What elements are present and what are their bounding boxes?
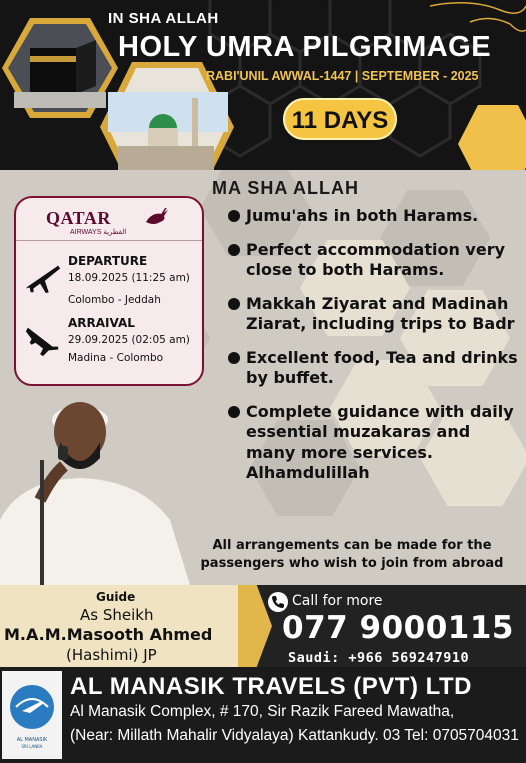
list-item: Perfect accommodation very close to both Harams.	[226, 240, 522, 281]
highlights-list	[226, 206, 522, 497]
page-title: HOLY UMRA PILGRIMAGE	[118, 31, 492, 63]
departure-plane-icon	[24, 258, 62, 296]
departure-datetime: 18.09.2025 (11:25 am)	[68, 272, 190, 284]
guide-suffix: (Hashimi) JP	[66, 646, 157, 664]
departure-route: Colombo - Jeddah	[68, 294, 161, 306]
list-item: Complete guidance with daily essential muzakaras and many more services. Alhamdulillah	[226, 402, 522, 484]
arrival-plane-icon	[24, 320, 62, 358]
guide-label: Guide	[96, 590, 136, 604]
oryx-logo-icon	[144, 208, 170, 230]
company-name: AL MANASIK TRAVELS (PVT) LTD	[70, 673, 472, 700]
bullet-icon	[228, 244, 240, 256]
bullet-icon	[228, 352, 240, 364]
highlights-heading: MA SHA ALLAH	[212, 178, 359, 198]
guide-photo	[0, 380, 200, 585]
bullet-icon	[228, 406, 240, 418]
list-item: Makkah Ziyarat and Madinah Ziarat, including trips to Badr	[226, 294, 522, 335]
address-line-2: (Near: Millath Mahalir Vidyalaya) Kattankudy. 03 Tel: 0705704031	[70, 727, 519, 744]
header-banner	[0, 0, 526, 170]
phone-number[interactable]: 077 9000115	[282, 610, 514, 646]
bullet-icon	[228, 210, 240, 222]
list-item: Jumu'ahs in both Harams.	[226, 206, 522, 227]
date-line: RABI'UNIL AWWAL-1447 | SEPTEMBER - 2025	[206, 69, 479, 83]
pre-title: IN SHA ALLAH	[108, 10, 219, 27]
hexagon-pattern	[0, 0, 526, 170]
arrival-label: ARRAIVAL	[68, 316, 135, 330]
arrangements-note: All arrangements can be made for the passengers who wish to join from abroad	[200, 538, 504, 571]
flight-card	[14, 196, 204, 386]
airline-name: QATAR	[46, 208, 111, 228]
address-line-1: Al Manasik Complex, # 170, Sir Razik Fareed Mawatha,	[70, 703, 455, 720]
phone-icon	[268, 592, 288, 612]
guide-name: M.A.M.Masooth Ahmed	[4, 625, 213, 644]
bullet-icon	[228, 298, 240, 310]
guide-title: As Sheikh	[80, 606, 154, 624]
call-label: Call for more	[292, 593, 383, 609]
company-logo	[2, 671, 62, 759]
svg-text:AL MANASIK: AL MANASIK	[16, 737, 48, 743]
list-item: Excellent food, Tea and drinks by buffet.	[226, 348, 522, 389]
saudi-phone[interactable]: Saudi: +966 569247910	[288, 650, 470, 666]
card-divider	[16, 240, 204, 241]
airline-subtitle: AIRWAYS القطرية	[70, 229, 127, 236]
svg-text:SRI LANKA: SRI LANKA	[21, 744, 43, 749]
departure-label: DEPARTURE	[68, 254, 148, 268]
duration-badge: 11 DAYS	[283, 98, 397, 140]
arrival-route: Madina - Colombo	[68, 352, 164, 364]
arrival-datetime: 29.09.2025 (02:05 am)	[68, 334, 190, 346]
